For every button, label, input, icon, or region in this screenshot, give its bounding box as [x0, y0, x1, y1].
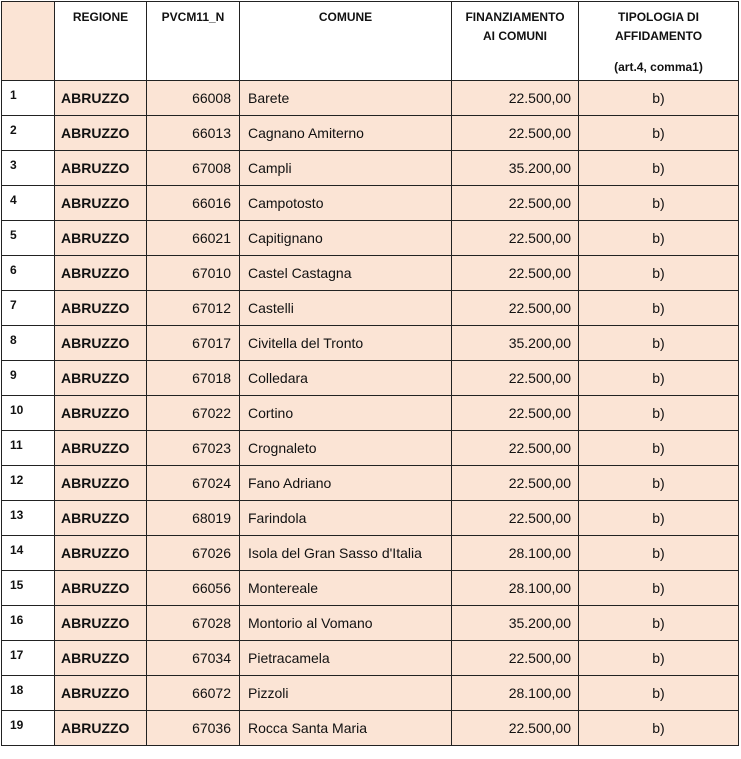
- regione-cell: ABRUZZO: [55, 711, 147, 746]
- table-row: [2, 116, 739, 151]
- tipologia-cell: b): [579, 606, 739, 641]
- header-comune: COMUNE: [240, 2, 452, 81]
- comune-cell: Barete: [240, 81, 452, 116]
- row-index-cell: 2: [2, 116, 55, 151]
- comune-cell: Castel Castagna: [240, 256, 452, 291]
- finanziamento-cell: 35.200,00: [452, 151, 579, 186]
- tipologia-cell: b): [579, 501, 739, 536]
- row-index-cell: 19: [2, 711, 55, 746]
- header-finanziamento: [452, 2, 579, 81]
- comune-cell: Crognaleto: [240, 431, 452, 466]
- regione-cell: ABRUZZO: [55, 466, 147, 501]
- comune-cell: Cagnano Amiterno: [240, 116, 452, 151]
- header-finanziamento-line1: FINANZIAMENTO: [465, 10, 565, 24]
- tipologia-cell: b): [579, 641, 739, 676]
- tipologia-cell: b): [579, 676, 739, 711]
- row-index-cell: 4: [2, 186, 55, 221]
- table-row: [2, 641, 739, 676]
- table-row: [2, 396, 739, 431]
- finanziamento-cell: 22.500,00: [452, 81, 579, 116]
- row-index-cell: 6: [2, 256, 55, 291]
- row-index-cell: 13: [2, 501, 55, 536]
- tipologia-cell: b): [579, 186, 739, 221]
- finanziamento-cell: 22.500,00: [452, 291, 579, 326]
- row-index-cell: 10: [2, 396, 55, 431]
- finanziamento-cell: 28.100,00: [452, 676, 579, 711]
- row-index-cell: 5: [2, 221, 55, 256]
- pvcm-code-cell: 66008: [147, 81, 240, 116]
- finanziamento-cell: 22.500,00: [452, 396, 579, 431]
- table-row: [2, 81, 739, 116]
- comune-cell: Colledara: [240, 361, 452, 396]
- table-row: [2, 291, 739, 326]
- finanziamento-cell: 22.500,00: [452, 186, 579, 221]
- pvcm-code-cell: 67026: [147, 536, 240, 571]
- table-row: [2, 606, 739, 641]
- tipologia-cell: b): [579, 221, 739, 256]
- tipologia-cell: b): [579, 256, 739, 291]
- regione-cell: ABRUZZO: [55, 151, 147, 186]
- tipologia-cell: b): [579, 396, 739, 431]
- finanziamento-cell: 22.500,00: [452, 466, 579, 501]
- regione-cell: ABRUZZO: [55, 501, 147, 536]
- finanziamento-cell: 22.500,00: [452, 431, 579, 466]
- table-row: [2, 501, 739, 536]
- row-index-cell: 7: [2, 291, 55, 326]
- header-pvcm: PVCM11_N: [147, 2, 240, 81]
- comune-cell: Campotosto: [240, 186, 452, 221]
- table-row: [2, 221, 739, 256]
- tipologia-cell: b): [579, 711, 739, 746]
- comune-cell: Farindola: [240, 501, 452, 536]
- finanziamento-cell: 28.100,00: [452, 536, 579, 571]
- comune-cell: Isola del Gran Sasso d'Italia: [240, 536, 452, 571]
- finanziamento-cell: 35.200,00: [452, 606, 579, 641]
- row-index-cell: 9: [2, 361, 55, 396]
- regione-cell: ABRUZZO: [55, 326, 147, 361]
- regione-cell: ABRUZZO: [55, 571, 147, 606]
- table-body: [2, 81, 739, 746]
- comune-cell: Castelli: [240, 291, 452, 326]
- row-index-cell: 8: [2, 326, 55, 361]
- pvcm-code-cell: 67036: [147, 711, 240, 746]
- regione-cell: ABRUZZO: [55, 256, 147, 291]
- comune-cell: Pizzoli: [240, 676, 452, 711]
- table-row: [2, 571, 739, 606]
- tipologia-cell: b): [579, 81, 739, 116]
- regione-cell: ABRUZZO: [55, 116, 147, 151]
- tipologia-cell: b): [579, 431, 739, 466]
- table-row: [2, 361, 739, 396]
- regione-cell: ABRUZZO: [55, 81, 147, 116]
- table-row: [2, 431, 739, 466]
- regione-cell: ABRUZZO: [55, 431, 147, 466]
- row-index-cell: 14: [2, 536, 55, 571]
- row-index-cell: 12: [2, 466, 55, 501]
- pvcm-code-cell: 66016: [147, 186, 240, 221]
- finanziamento-cell: 22.500,00: [452, 221, 579, 256]
- tipologia-cell: b): [579, 151, 739, 186]
- municipality-funding-table-container: [1, 1, 739, 746]
- regione-cell: ABRUZZO: [55, 606, 147, 641]
- comune-cell: Montorio al Vomano: [240, 606, 452, 641]
- pvcm-code-cell: 67023: [147, 431, 240, 466]
- comune-cell: Civitella del Tronto: [240, 326, 452, 361]
- table-row: [2, 186, 739, 221]
- table-row: [2, 466, 739, 501]
- comune-cell: Capitignano: [240, 221, 452, 256]
- pvcm-code-cell: 67008: [147, 151, 240, 186]
- header-tipologia-line2: AFFIDAMENTO: [614, 29, 703, 43]
- regione-cell: ABRUZZO: [55, 536, 147, 571]
- row-index-cell: 17: [2, 641, 55, 676]
- pvcm-code-cell: 67017: [147, 326, 240, 361]
- tipologia-cell: b): [579, 291, 739, 326]
- finanziamento-cell: 22.500,00: [452, 256, 579, 291]
- row-index-cell: 3: [2, 151, 55, 186]
- regione-cell: ABRUZZO: [55, 641, 147, 676]
- header-index-cell: [2, 2, 55, 81]
- comune-cell: Campli: [240, 151, 452, 186]
- pvcm-code-cell: 66056: [147, 571, 240, 606]
- finanziamento-cell: 22.500,00: [452, 501, 579, 536]
- finanziamento-cell: 22.500,00: [452, 361, 579, 396]
- regione-cell: ABRUZZO: [55, 186, 147, 221]
- tipologia-cell: b): [579, 326, 739, 361]
- row-index-cell: 16: [2, 606, 55, 641]
- regione-cell: ABRUZZO: [55, 221, 147, 256]
- table-row: [2, 536, 739, 571]
- finanziamento-cell: 35.200,00: [452, 326, 579, 361]
- pvcm-code-cell: 66013: [147, 116, 240, 151]
- header-tipologia: [579, 2, 739, 81]
- header-finanziamento-line2: AI COMUNI: [483, 29, 547, 43]
- comune-cell: Rocca Santa Maria: [240, 711, 452, 746]
- regione-cell: ABRUZZO: [55, 676, 147, 711]
- comune-cell: Cortino: [240, 396, 452, 431]
- table-row: [2, 326, 739, 361]
- municipality-funding-table: [1, 1, 739, 746]
- finanziamento-cell: 28.100,00: [452, 571, 579, 606]
- table-row: [2, 256, 739, 291]
- table-row: [2, 151, 739, 186]
- header-regione: REGIONE: [55, 2, 147, 81]
- pvcm-code-cell: 66021: [147, 221, 240, 256]
- header-tipologia-line1: TIPOLOGIA DI: [618, 10, 699, 24]
- tipologia-cell: b): [579, 536, 739, 571]
- pvcm-code-cell: 67018: [147, 361, 240, 396]
- pvcm-code-cell: 67028: [147, 606, 240, 641]
- regione-cell: ABRUZZO: [55, 396, 147, 431]
- comune-cell: Fano Adriano: [240, 466, 452, 501]
- finanziamento-cell: 22.500,00: [452, 116, 579, 151]
- comune-cell: Pietracamela: [240, 641, 452, 676]
- pvcm-code-cell: 66072: [147, 676, 240, 711]
- table-row: [2, 711, 739, 746]
- tipologia-cell: b): [579, 116, 739, 151]
- regione-cell: ABRUZZO: [55, 361, 147, 396]
- finanziamento-cell: 22.500,00: [452, 711, 579, 746]
- tipologia-cell: b): [579, 466, 739, 501]
- pvcm-code-cell: 67024: [147, 466, 240, 501]
- regione-cell: ABRUZZO: [55, 291, 147, 326]
- pvcm-code-cell: 67010: [147, 256, 240, 291]
- comune-cell: Montereale: [240, 571, 452, 606]
- row-index-cell: 18: [2, 676, 55, 711]
- pvcm-code-cell: 68019: [147, 501, 240, 536]
- table-row: [2, 676, 739, 711]
- tipologia-cell: b): [579, 361, 739, 396]
- row-index-cell: 1: [2, 81, 55, 116]
- table-header-row: [2, 2, 739, 81]
- tipologia-cell: b): [579, 571, 739, 606]
- row-index-cell: 15: [2, 571, 55, 606]
- pvcm-code-cell: 67012: [147, 291, 240, 326]
- header-tipologia-line3: (art.4, comma1): [614, 60, 703, 74]
- finanziamento-cell: 22.500,00: [452, 641, 579, 676]
- pvcm-code-cell: 67034: [147, 641, 240, 676]
- pvcm-code-cell: 67022: [147, 396, 240, 431]
- row-index-cell: 11: [2, 431, 55, 466]
